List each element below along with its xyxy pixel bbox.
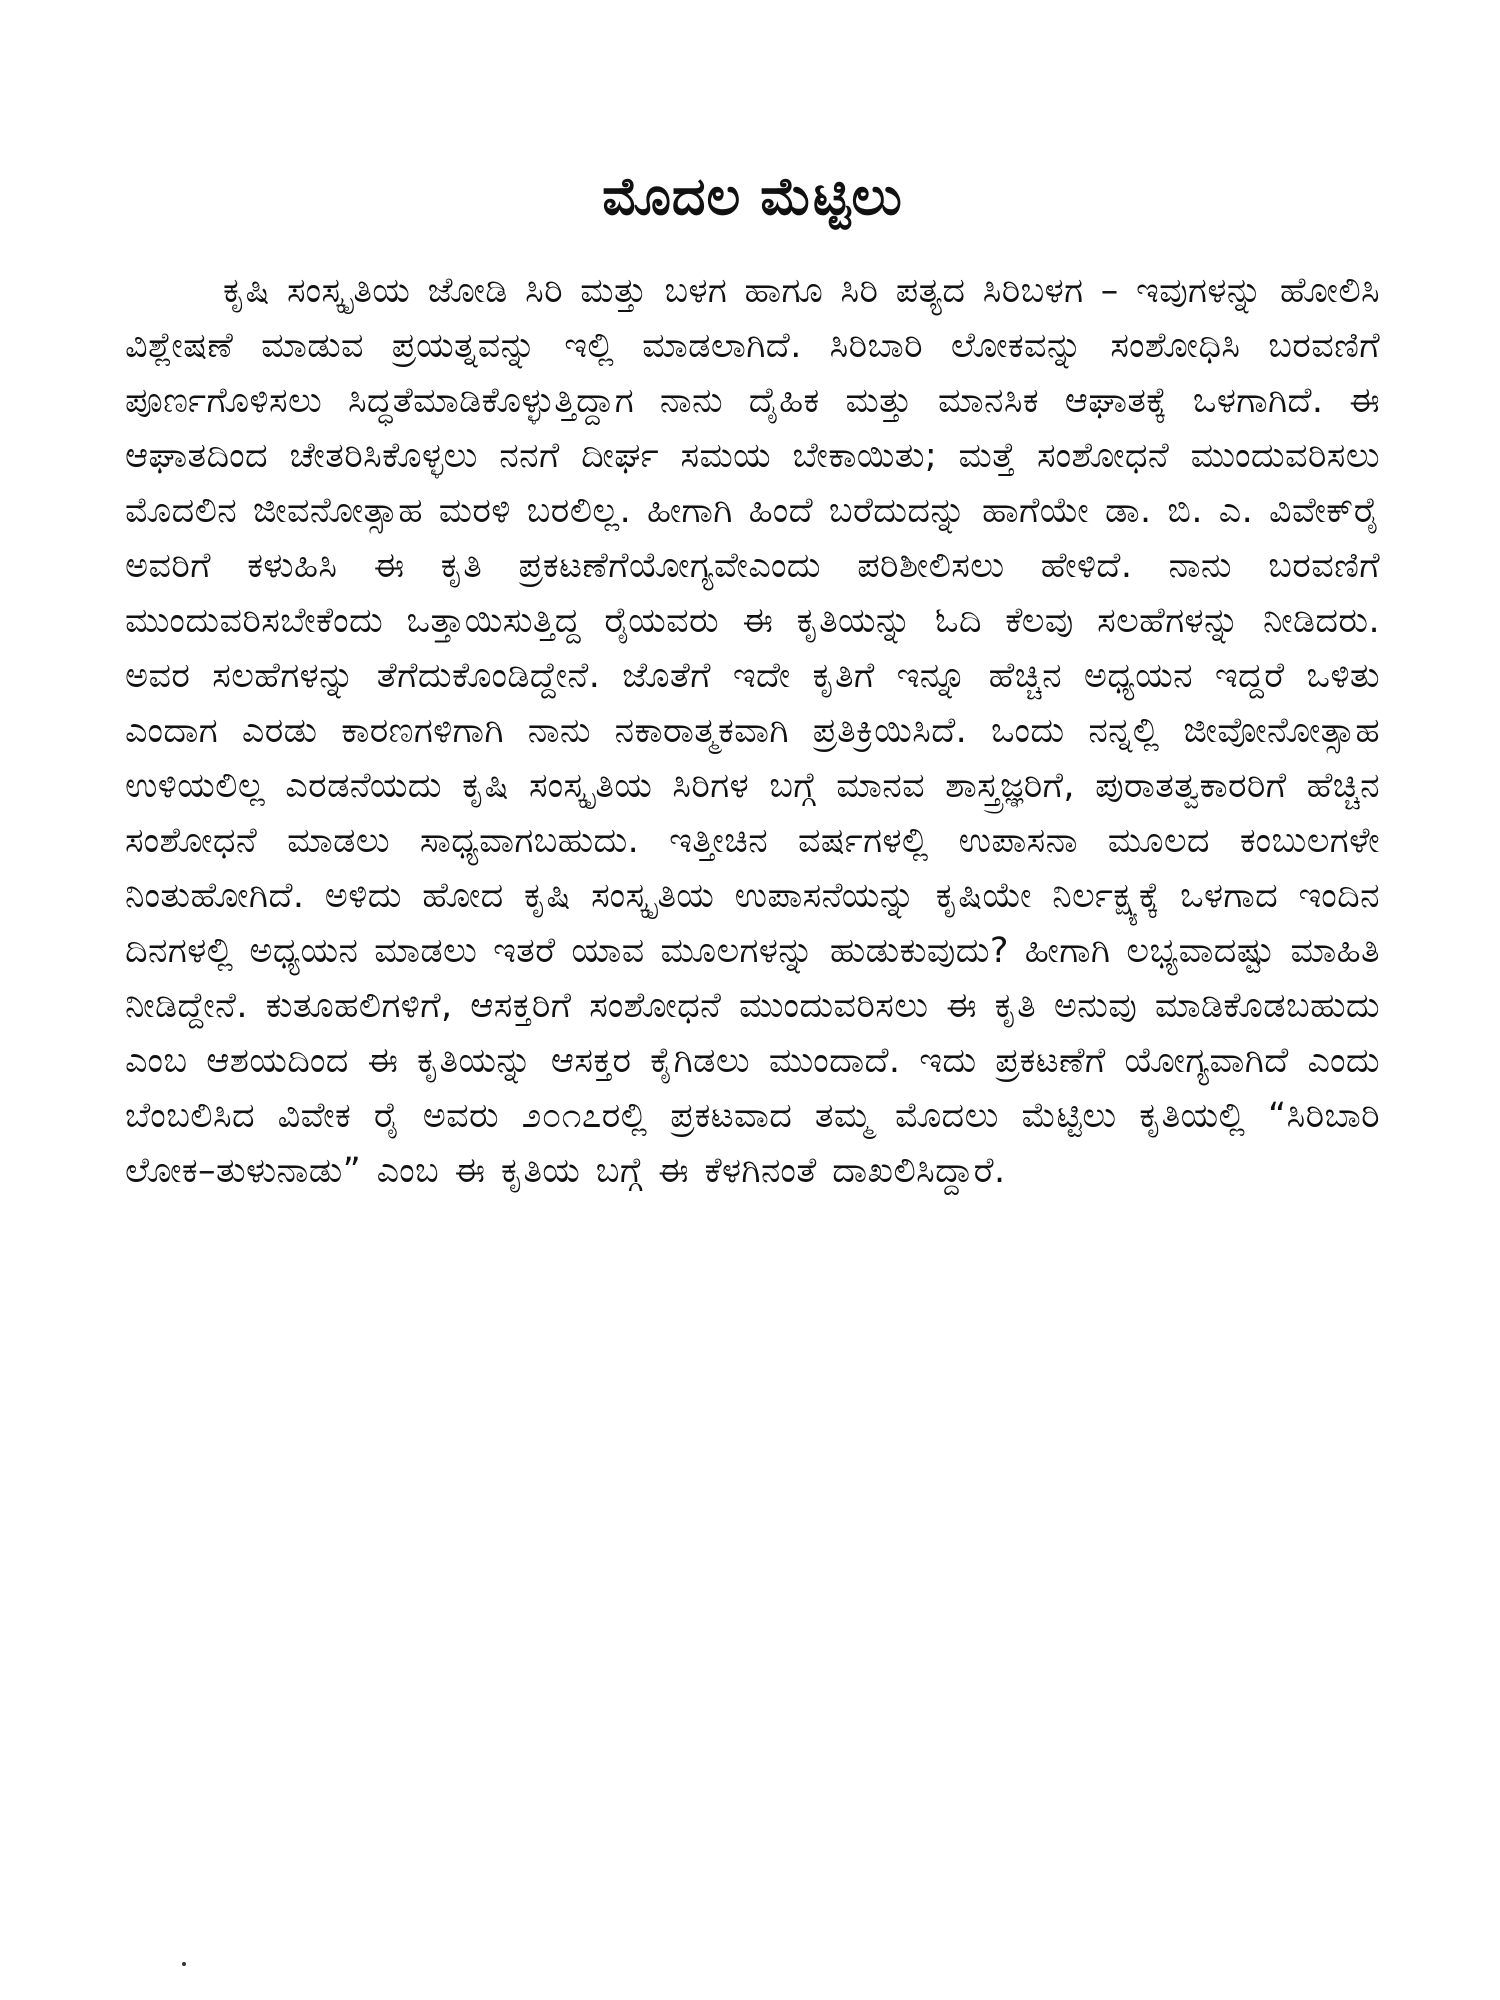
body-paragraph: ಕೃಷಿ ಸಂಸ್ಕೃತಿಯ ಜೋಡಿ ಸಿರಿ ಮತ್ತು ಬಳಗ ಹಾಗೂ ಸಿರಿ ಪತ್ಯದ ಸಿರಿಬಳಗ – ಇವುಗಳನ್ನು ಹೋಲಿಸಿ ವಿಶ್ಲೇಷಣೆ ಮಾಡುವ ಪ್ರಯತ್ನವನ್ನು ಇಲ್ಲಿ ಮಾಡಲಾಗಿದೆ. ಸಿರಿಬಾರಿ ಲೋಕವನ್ನು ಸಂಶೋಧಿಸಿ ಬರವಣಿಗೆ ಪೂರ್ಣಗೊಳಿಸಲು ಸಿದ್ಧತೆಮಾಡಿಕೊಳ್ಳುತ್ತಿದ್ದಾಗ ನಾನು ದೈಹಿಕ ಮತ್ತು ಮಾನಸಿಕ ಆಘಾತಕ್ಕೆ ಒಳಗಾಗಿದೆ. ಈ ಆಘಾತದಿಂದ ಚೇತರಿಸಿಕೊಳ್ಳಲು ನನಗೆ ದೀರ್ಘ ಸಮಯ ಬೇಕಾಯಿತು; ಮತ್ತೆ ಸಂಶೋಧನೆ ಮುಂದುವರಿಸಲು ಮೊದಲಿನ ಜೀವನೋತ್ಸಾಹ ಮರಳಿ ಬರಲಿಲ್ಲ. ಹೀಗಾಗಿ ಹಿಂದೆ ಬರೆದುದನ್ನು ಹಾಗೆಯೇ ಡಾ. ಬಿ. ಎ. ವಿವೇಕ್‌ರೈ ಅವರಿಗೆ ಕಳುಹಿಸಿ ಈ ಕೃತಿ ಪ್ರಕಟಣೆಗೆಯೋಗ್ಯವೇಎಂದು ಪರಿಶೀಲಿಸಲು ಹೇಳಿದೆ. ನಾನು ಬರವಣಿಗೆ ಮುಂದುವರಿಸಬೇಕೆಂದು ಒತ್ತಾಯಿಸುತ್ತಿದ್ದ ರೈಯವರು ಈ ಕೃತಿಯನ್ನು ಓದಿ ಕೆಲವು ಸಲಹೆಗಳನ್ನು ನೀಡಿದರು. ಅವರ ಸಲಹೆಗಳನ್ನು ತೆಗೆದುಕೊಂಡಿದ್ದೇನೆ. ಜೊತೆಗೆ ಇದೇ ಕೃತಿಗೆ ಇನ್ನೂ ಹೆಚ್ಚಿನ ಅಧ್ಯಯನ ಇದ್ದರೆ ಒಳಿತು ಎಂದಾಗ ಎರಡು ಕಾರಣಗಳಿಗಾಗಿ ನಾನು ನಕಾರಾತ್ಮಕವಾಗಿ ಪ್ರತಿಕ್ರಿಯಿಸಿದೆ. ಒಂದು ನನ್ನಲ್ಲಿ ಜೀವೋನೋತ್ಸಾಹ ಉಳಿಯಲಿಲ್ಲ ಎರಡನೆಯದು ಕೃಷಿ ಸಂಸ್ಕೃತಿಯ ಸಿರಿಗಳ ಬಗ್ಗೆ ಮಾನವ ಶಾಸ್ತ್ರಜ್ಞರಿಗೆ, ಪುರಾತತ್ವಕಾರರಿಗೆ ಹೆಚ್ಚಿನ ಸಂಶೋಧನೆ ಮಾಡಲು ಸಾಧ್ಯವಾಗಬಹುದು. ಇತ್ತೀಚಿನ ವರ್ಷಗಳಲ್ಲಿ ಉಪಾಸನಾ ಮೂಲದ ಕಂಬುಲಗಳೇ ನಿಂತುಹೋಗಿದೆ. ಅಳಿದು ಹೋದ ಕೃಷಿ ಸಂಸ್ಕೃತಿಯ ಉಪಾಸನೆಯನ್ನು ಕೃಷಿಯೇ ನಿರ್ಲಕ್ಷ್ಯಕ್ಕೆ ಒಳಗಾದ ಇಂದಿನ ದಿನಗಳಲ್ಲಿ ಅಧ್ಯಯನ ಮಾಡಲು ಇತರೆ ಯಾವ ಮೂಲಗಳನ್ನು ಹುಡುಕುವುದು? ಹೀಗಾಗಿ ಲಭ್ಯವಾದಷ್ಟು ಮಾಹಿತಿ ನೀಡಿದ್ದೇನೆ. ಕುತೂಹಲಿಗಳಿಗೆ, ಆಸಕ್ತರಿಗೆ ಸಂಶೋಧನೆ ಮುಂದುವರಿಸಲು ಈ ಕೃತಿ ಅನುವು ಮಾಡಿಕೊಡಬಹುದು ಎಂಬ ಆಶಯದಿಂದ ಈ ಕೃತಿಯನ್ನು ಆಸಕ್ತರ ಕೈಗಿಡಲು ಮುಂದಾದೆ. ಇದು ಪ್ರಕಟಣೆಗೆ ಯೋಗ್ಯವಾಗಿದೆ ಎಂದು ಬೆಂಬಲಿಸಿದ ವಿವೇಕ ರೈ ಅವರು ೨೦೧೭ರಲ್ಲಿ ಪ್ರಕಟವಾದ ತಮ್ಮ ಮೊದಲು ಮೆಟ್ಟಿಲು ಕೃತಿಯಲ್ಲಿ “ಸಿರಿಬಾರಿ ಲೋಕ–ತುಳುನಾಡು” ಎಂಬ ಈ ಕೃತಿಯ ಬಗ್ಗೆ ಈ ಕೆಳಗಿನಂತೆ ದಾಖಲಿಸಿದ್ದಾರೆ. [125, 270, 1380, 1191]
scan-speck [182, 1962, 186, 1966]
page-title: ಮೊದಲ ಮೆಟ್ಟಿಲು [602, 167, 903, 227]
